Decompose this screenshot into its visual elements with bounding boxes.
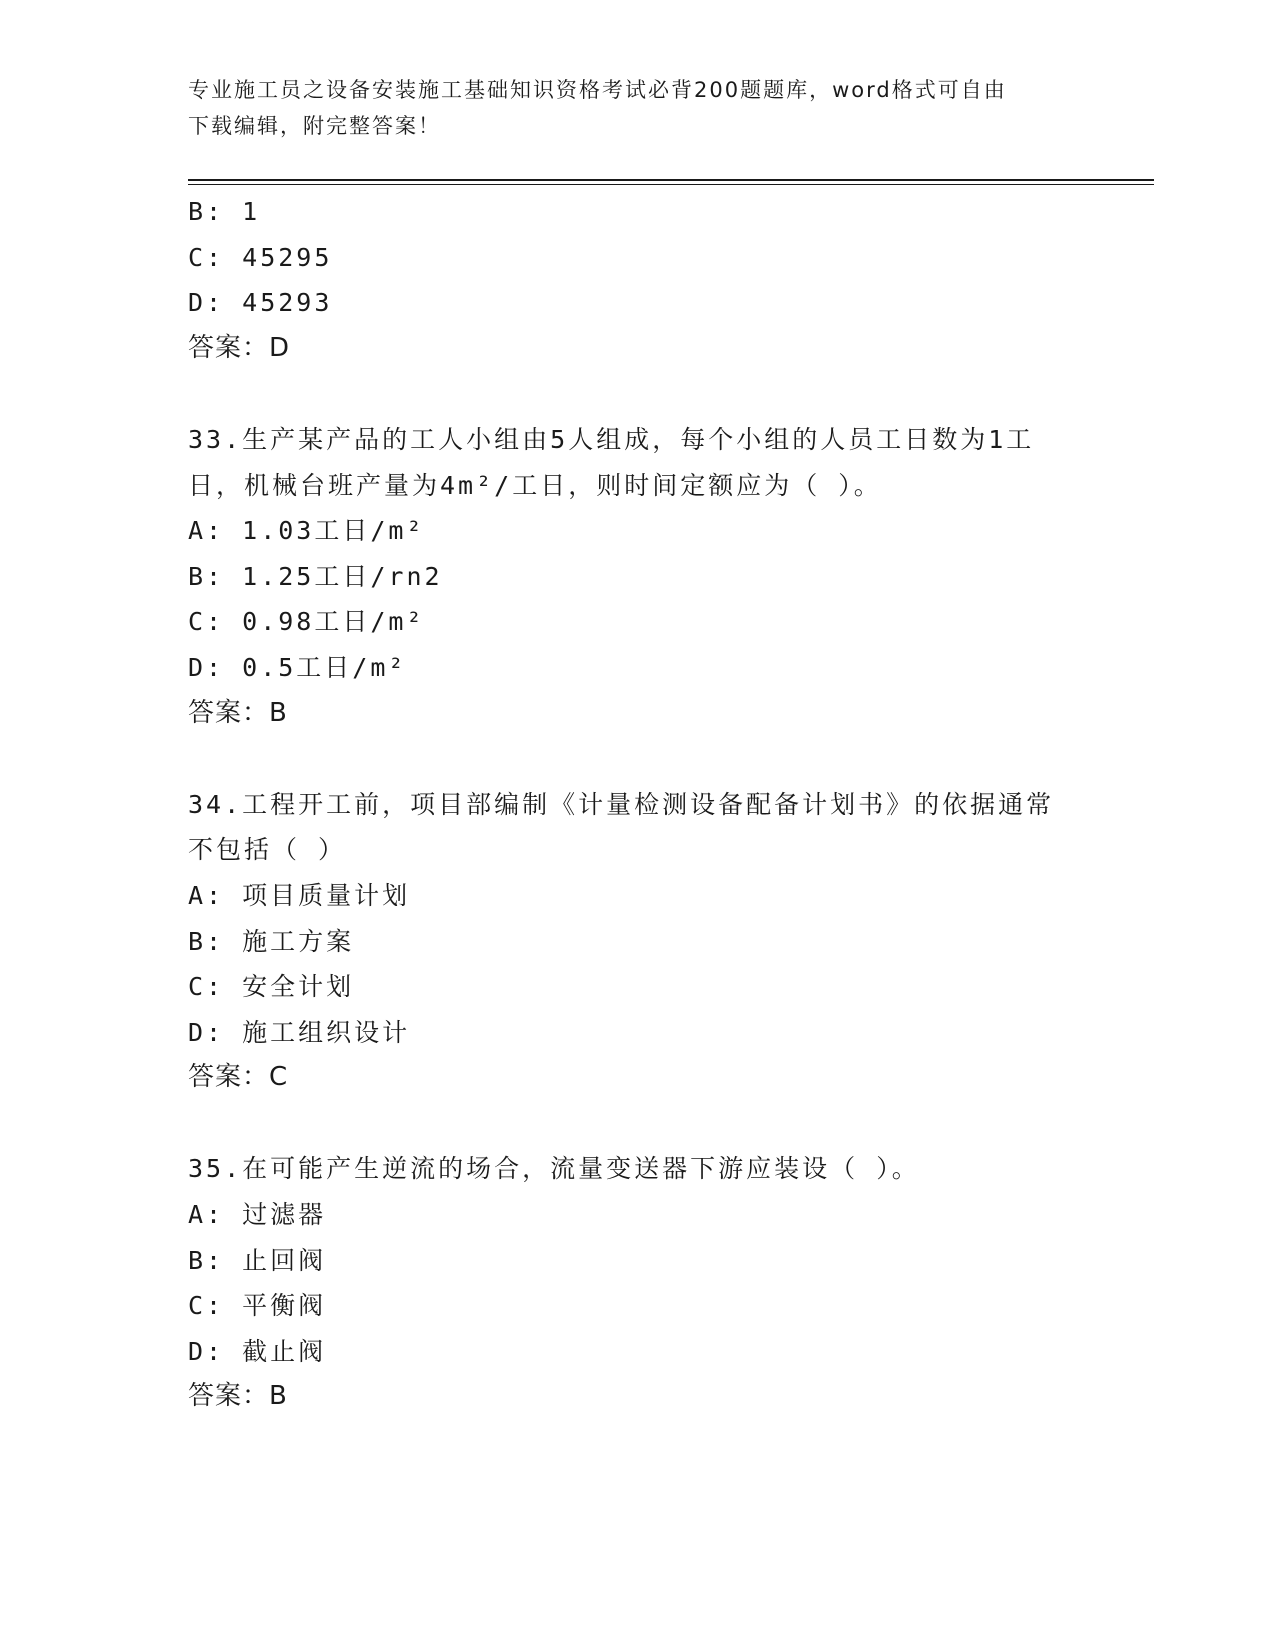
option-b: B: 1 <box>188 197 261 226</box>
question-33 <box>188 417 1088 736</box>
answer-line: 答案：B <box>188 1381 288 1412</box>
question-stem-line: 35.在可能产生逆流的场合，流量变送器下游应装设（ ）。 <box>188 1154 920 1184</box>
question-stem-line: 不包括（ ） <box>188 835 347 865</box>
option-a: A: 项目质量计划 <box>188 880 411 910</box>
option-d: D: 截止阀 <box>188 1336 327 1366</box>
option-d: D: 施工组织设计 <box>188 1017 411 1047</box>
header-title-line-1: 专业施工员之设备安装施工基础知识资格考试必背200题题库，word格式可自由 <box>188 78 1007 102</box>
question-34 <box>188 782 1088 1101</box>
option-c: C: 0.98工日/m² <box>188 607 425 637</box>
question-32-continued <box>188 189 1088 371</box>
option-b: B: 施工方案 <box>188 926 355 956</box>
option-a: A: 过滤器 <box>188 1200 327 1230</box>
answer-line: 答案：C <box>188 1062 289 1093</box>
option-d: D: 45293 <box>188 288 333 318</box>
option-b: B: 止回阀 <box>188 1245 327 1275</box>
option-c: C: 平衡阀 <box>188 1291 327 1321</box>
question-list <box>188 189 1088 1420</box>
header-rule-thin <box>188 184 1154 185</box>
spacer <box>188 1101 1088 1147</box>
answer-line: 答案：B <box>188 697 288 728</box>
spacer <box>188 736 1088 782</box>
header-rule-thick <box>188 179 1154 181</box>
option-a: A: 1.03工日/m² <box>188 516 425 546</box>
question-stem-line: 34.工程开工前，项目部编制《计量检测设备配备计划书》的依据通常 <box>188 789 1055 819</box>
option-b: B: 1.25工日/rn2 <box>188 561 443 591</box>
option-d: D: 0.5工日/m² <box>188 652 407 682</box>
answer-line: 答案：D <box>188 332 291 363</box>
document-header <box>188 72 1068 144</box>
question-stem-line: 33.生产某产品的工人小组由5人组成，每个小组的人员工日数为1工 <box>188 424 1035 454</box>
option-c: C: 安全计划 <box>188 972 355 1002</box>
spacer <box>188 371 1088 417</box>
option-c: C: 45295 <box>188 242 333 272</box>
question-35 <box>188 1146 1088 1420</box>
header-title-line-2: 下载编辑，附完整答案！ <box>188 114 441 138</box>
question-stem-line: 日，机械台班产量为4m²/工日，则时间定额应为（ ）。 <box>188 470 882 500</box>
